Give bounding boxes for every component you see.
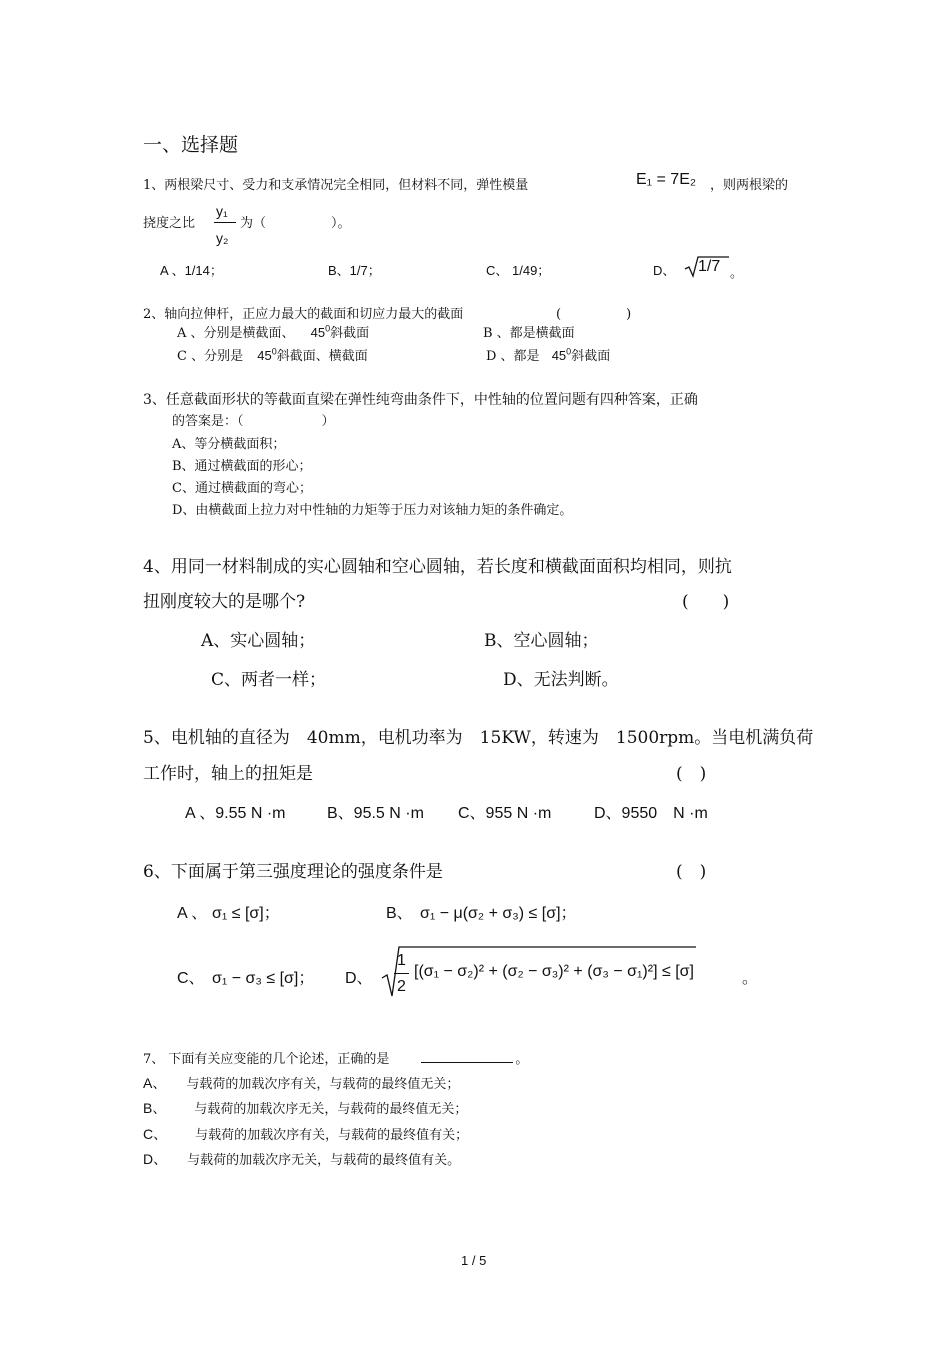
q2-option-a-text: A 、分别是横截面、 xyxy=(177,326,295,341)
q2-option-d xyxy=(486,345,610,364)
q7-option-a-label: A、 xyxy=(143,1075,167,1091)
q6-option-b-formula: σ₁ − μ(σ₂ + σ₃) ≤ [σ]； xyxy=(420,905,577,922)
q2-option-d-post: 斜截面 xyxy=(571,349,611,364)
q6-option-d-formula: [(σ₁ − σ₂)² + (σ₂ − σ₃)² + (σ₃ − σ₁)²] ≤ [σ] xyxy=(414,963,694,980)
q3-line1: 3、任意截面形状的等截面直梁在弹性纯弯曲条件下，中性轴的位置问题有四种答案，正确 xyxy=(143,392,698,408)
q4-option-b: B、空心圆轴； xyxy=(484,631,599,651)
q6-option-d-end: 。 xyxy=(742,968,759,987)
q2-option-b: B 、都是横截面 xyxy=(483,326,575,341)
q3-line2: 的答案是：（ ） xyxy=(172,414,335,429)
page-number: 1 / 5 xyxy=(461,1253,487,1268)
q1-option-a: A 、1/14； xyxy=(160,263,223,278)
q1-option-d-end: 。 xyxy=(730,266,744,281)
q7-stem-text: 7、 下面有关应变能的几个论述，正确的是 xyxy=(143,1052,390,1067)
section-title: 一、选择题 xyxy=(143,134,239,156)
q5-line1: 5、电机轴的直径为 40mm，电机功率为 15KW，转速为 1500rpm。当电机满负荷 xyxy=(143,728,814,748)
q6-option-a-formula: σ₁ ≤ [σ]； xyxy=(212,905,280,922)
q6-stem: 6、下面属于第三强度理论的强度条件是 xyxy=(143,862,443,882)
q7-option-d xyxy=(143,1149,460,1169)
q2-option-c-text: C 、分别是 xyxy=(177,349,244,364)
q7-option-d-label: D、 xyxy=(143,1151,168,1167)
q1-frac-den: y₂ xyxy=(216,230,229,246)
q5-paren: ( ) xyxy=(676,764,707,784)
q1-option-d-root: 1/7 xyxy=(698,258,721,275)
q2-stem: 2、轴向拉伸杆，正应力最大的截面和切应力最大的截面 xyxy=(143,307,464,322)
q2-option-a-num: 45 xyxy=(310,325,326,340)
q4-line2: 扭刚度较大的是哪个? xyxy=(143,592,306,612)
q3-option-d: D、由横截面上拉力对中性轴的力矩等于压力对该轴力矩的条件确定。 xyxy=(172,503,573,518)
q2-option-a-post: 斜截面 xyxy=(330,326,370,341)
q7-answer-blank xyxy=(421,1050,513,1063)
q5-option-a: A 、9.55 N ·m xyxy=(185,805,286,822)
q7-stem xyxy=(143,1048,528,1067)
q2-option-d-text: D 、都是 xyxy=(486,349,540,364)
q5-option-d: D、9550 N ·m xyxy=(594,805,708,822)
q7-stem-end: 。 xyxy=(515,1052,529,1067)
q6-option-a-label: A 、 xyxy=(177,905,208,922)
q1-option-b: B、1/7； xyxy=(328,263,381,278)
q5-option-b: B、95.5 N ·m xyxy=(327,805,424,822)
q7-option-b-label: B、 xyxy=(143,1100,167,1116)
q6-option-d-label: D、 xyxy=(345,970,373,987)
q4-line1: 4、用同一材料制成的实心圆轴和空心圆轴，若长度和横截面面积均相同，则抗 xyxy=(143,557,732,577)
q3-option-b: B、通过横截面的形心； xyxy=(172,459,312,474)
q2-option-c-post: 斜截面、横截面 xyxy=(276,349,368,364)
q7-option-c-text: 与载荷的加载次序有关，与载荷的最终值有关； xyxy=(195,1128,469,1143)
q1-option-c: C、 1/49； xyxy=(486,263,551,278)
q2-option-c-num: 45 xyxy=(257,348,272,363)
q5-option-c: C、955 N ·m xyxy=(458,805,552,822)
q1-line1: 1、两根梁尺寸、受力和支承情况完全相同，但材料不同，弹性模量 xyxy=(143,178,529,193)
q3-option-a: A、等分横截面积； xyxy=(172,437,286,452)
q5-line2: 工作时，轴上的扭矩是 xyxy=(143,764,313,784)
q7-option-b-text: 与载荷的加载次序无关，与载荷的最终值无关； xyxy=(194,1102,468,1117)
q2-option-c xyxy=(177,345,368,364)
q6-half-bar xyxy=(394,973,409,974)
q7-option-d-text: 与载荷的加载次序无关，与载荷的最终值有关。 xyxy=(187,1153,461,1168)
q4-option-a: A、实心圆轴； xyxy=(201,631,316,651)
q2-option-d-deg: 0 xyxy=(566,346,572,357)
q4-option-d: D、无法判断。 xyxy=(503,670,619,690)
q3-option-c: C、通过横截面的弯心； xyxy=(172,481,312,496)
q7-option-c-label: C、 xyxy=(143,1126,168,1142)
q6-option-c-formula: σ₁ − σ₃ ≤ [σ]； xyxy=(212,970,315,987)
q6-option-b-label: B、 xyxy=(386,905,413,922)
q1-line1-tail: ，则两根梁的 xyxy=(710,178,789,193)
q1-formula: E₁ = 7E₂ xyxy=(636,171,697,188)
q2-option-c-deg: 0 xyxy=(271,346,277,357)
q7-option-a-text: 与载荷的加载次序有关，与载荷的最终值无关； xyxy=(186,1077,460,1092)
q7-option-b xyxy=(143,1098,467,1118)
q2-option-a xyxy=(177,322,369,341)
q6-option-c-label: C、 xyxy=(177,970,205,987)
q7-option-c xyxy=(143,1124,468,1144)
q6-half-den: 2 xyxy=(397,978,406,995)
q4-option-c: C、两者一样； xyxy=(211,670,327,690)
q1-frac-num: y₁ xyxy=(216,203,228,219)
q4-paren: ( ) xyxy=(682,592,730,612)
q7-option-a xyxy=(143,1073,459,1093)
q2-option-a-deg: 0 xyxy=(325,323,331,334)
q1-line2-head: 挠度之比 xyxy=(143,216,196,231)
q1-frac-bar xyxy=(214,222,236,223)
q2-option-d-num: 45 xyxy=(551,348,567,363)
q6-paren: ( ) xyxy=(676,862,707,882)
q1-line2-tail: 为（ ）。 xyxy=(240,216,351,231)
q6-half-num: 1 xyxy=(397,952,406,969)
q2-paren: ( ) xyxy=(556,307,632,322)
q1-option-d: D、 xyxy=(653,263,676,278)
